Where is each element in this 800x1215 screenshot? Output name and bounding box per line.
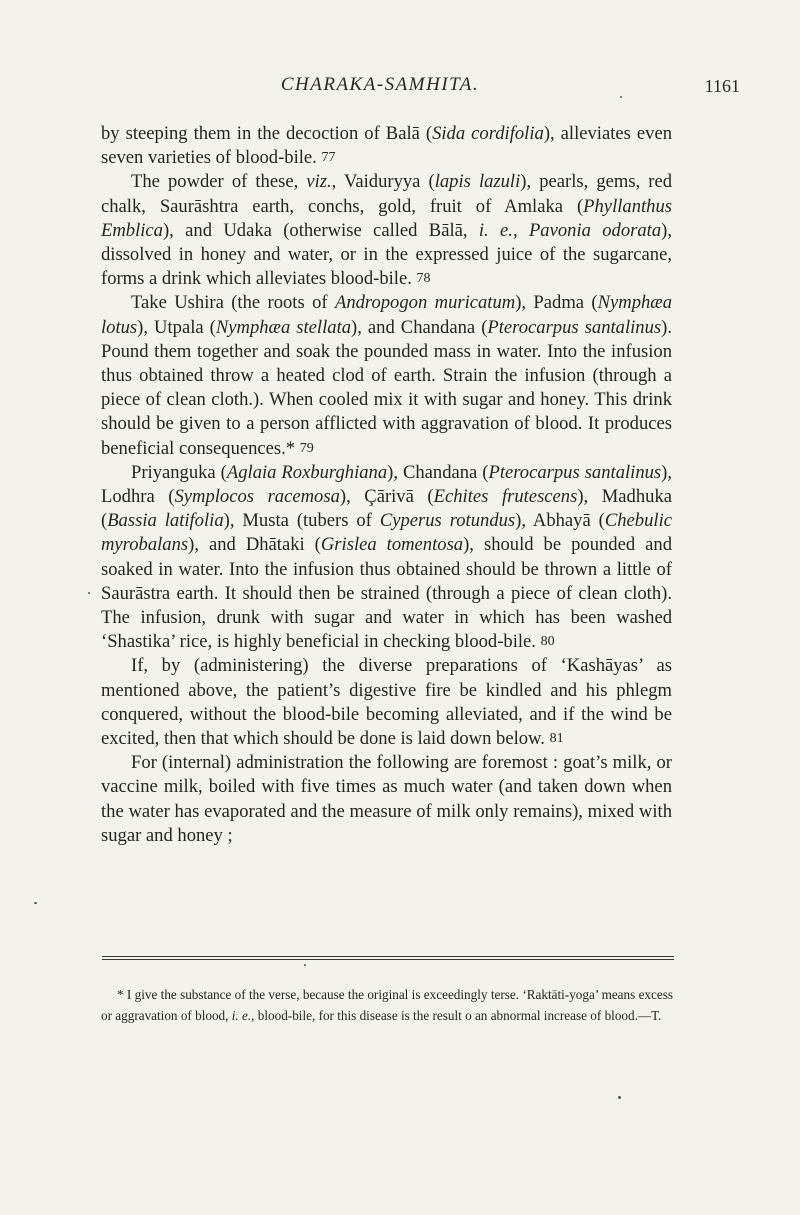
italic-term: Bassia latifolia [107, 510, 224, 532]
text-run: ), Lodhra ( [101, 461, 672, 508]
italic-term: Cyperus rotundus [379, 510, 516, 532]
text-run: ), Madhuka ( [101, 486, 672, 532]
italic-term: Pterocarpus santalinus [488, 461, 662, 483]
verse-number: 79 [299, 440, 314, 456]
italic-term: Sida cordifolia [432, 123, 544, 144]
text-run: ), Çārivā ( [339, 486, 434, 508]
text-run: , Vaiduryya ( [331, 171, 435, 193]
italic-term: Nymphæa lotus [101, 292, 672, 338]
text-run: For (internal) administration the following are foremost : goat’s milk, or vaccine milk, boiled with five times as much water (and taken down when the water has evaporated and the measure of milk only remains), mixed with sugar and honey ; [101, 752, 672, 846]
italic-term: Chebulic myrobalans [101, 510, 672, 556]
text-run: ), should be pounded and soaked in water. Into the infusion thus obtained should be thrown a little of Saurāstra earth. It should then be strained (through a piece of clean cloth). The infusion, drunk with sugar and water in which has been washed ‘Shastika’ rice, is highly beneficial in checking blood-bile. [101, 534, 672, 653]
scan-speck [304, 964, 306, 966]
running-head [0, 74, 800, 104]
text-run: ), Utpala ( [137, 316, 216, 338]
text-run: ), Abhayā ( [515, 510, 605, 532]
text-run: ), and Chandana ( [351, 316, 488, 338]
italic-term: Phyllanthus Emblica [101, 195, 672, 241]
scan-speck [34, 902, 37, 904]
italic-term: Andropogon muricatum [334, 292, 516, 314]
verse-number: 80 [540, 634, 555, 650]
text-run: Priyanguka ( [131, 461, 227, 483]
scan-speck [620, 96, 622, 98]
running-title: CHARAKA-SAMHITA. [280, 74, 480, 95]
paragraph [101, 122, 672, 170]
paragraph [101, 751, 672, 848]
footnote-rule [102, 956, 674, 960]
main-text [101, 122, 672, 848]
verse-number: 81 [549, 731, 564, 747]
page-number: 1161 [704, 76, 740, 96]
text-run: ), and Dhātaki ( [188, 534, 321, 556]
italic-term: Symplocos racemosa [174, 486, 340, 508]
italic-term: i. e., Pavonia odorata [478, 219, 662, 241]
text-run: , blood-bile, for this disease is the result o an abnormal increase of blood.—T. [251, 1007, 662, 1023]
footnote-text [101, 985, 673, 1026]
text-run: ), Musta (tubers of [223, 510, 380, 532]
scan-speck [618, 1096, 621, 1099]
paragraph [101, 291, 672, 460]
paragraph [101, 461, 672, 655]
text-run: ), Chandana ( [387, 461, 489, 483]
text-run: If, by (administering) the diverse preparations of ‘Kashāyas’ as mentioned above, the patient’s digestive fire be kindled and his phlegm conquered, without the blood-bile becoming alleviated, and if the wind be excited, then that which should be done is laid down below. [101, 655, 672, 750]
text-run: ), pearls, gems, red chalk, Saurāshtra earth, conchs, gold, fruit of Amlaka ( [101, 171, 673, 217]
italic-term: lapis lazuli [434, 171, 521, 193]
text-run: * I give the substance of the verse, because the original is exceedingly terse. ‘Raktāti-yoga’ means excess or aggravation of blood, [101, 987, 673, 1023]
text-run: ), alleviates even seven varieties of blood-bile. [101, 123, 672, 169]
italic-term: Grislea tomentosa [320, 534, 464, 556]
verse-number: 77 [321, 150, 336, 166]
text-run: ), and Udaka (otherwise called Bālā, [162, 219, 479, 241]
scan-speck [88, 592, 90, 594]
text-run: The powder of these, [131, 171, 307, 193]
paragraph [101, 654, 672, 751]
italic-term: Nymphæa stellata [215, 316, 352, 338]
italic-term: Aglaia Roxburghiana [226, 461, 388, 483]
italic-term: i. e. [231, 1007, 252, 1023]
text-run: by steeping them in the decoction of Balā ( [101, 123, 433, 144]
text-run: ). Pound them together and soak the pounded mass in water. Into the infusion thus obtained throw a heated clod of earth. Strain the infusion (through a piece of clean cloth.). When cooled mix it with sugar and honey. This drink should be given to a person afflicted with aggravation of blood. It produces beneficial consequences.* [101, 316, 672, 459]
paragraph [101, 170, 672, 291]
text-run: Take Ushira (the roots of [131, 292, 335, 314]
italic-term: Pterocarpus santalinus [487, 316, 662, 338]
italic-term: viz. [306, 171, 332, 193]
footnote [101, 985, 673, 1026]
italic-term: Echites frutescens [433, 486, 578, 508]
text-run: ), dissolved in honey and water, or in the expressed juice of the sugarcane, forms a drink which alleviates blood-bile. [101, 219, 672, 290]
text-run: ), Padma ( [515, 292, 598, 314]
verse-number: 78 [416, 271, 431, 287]
